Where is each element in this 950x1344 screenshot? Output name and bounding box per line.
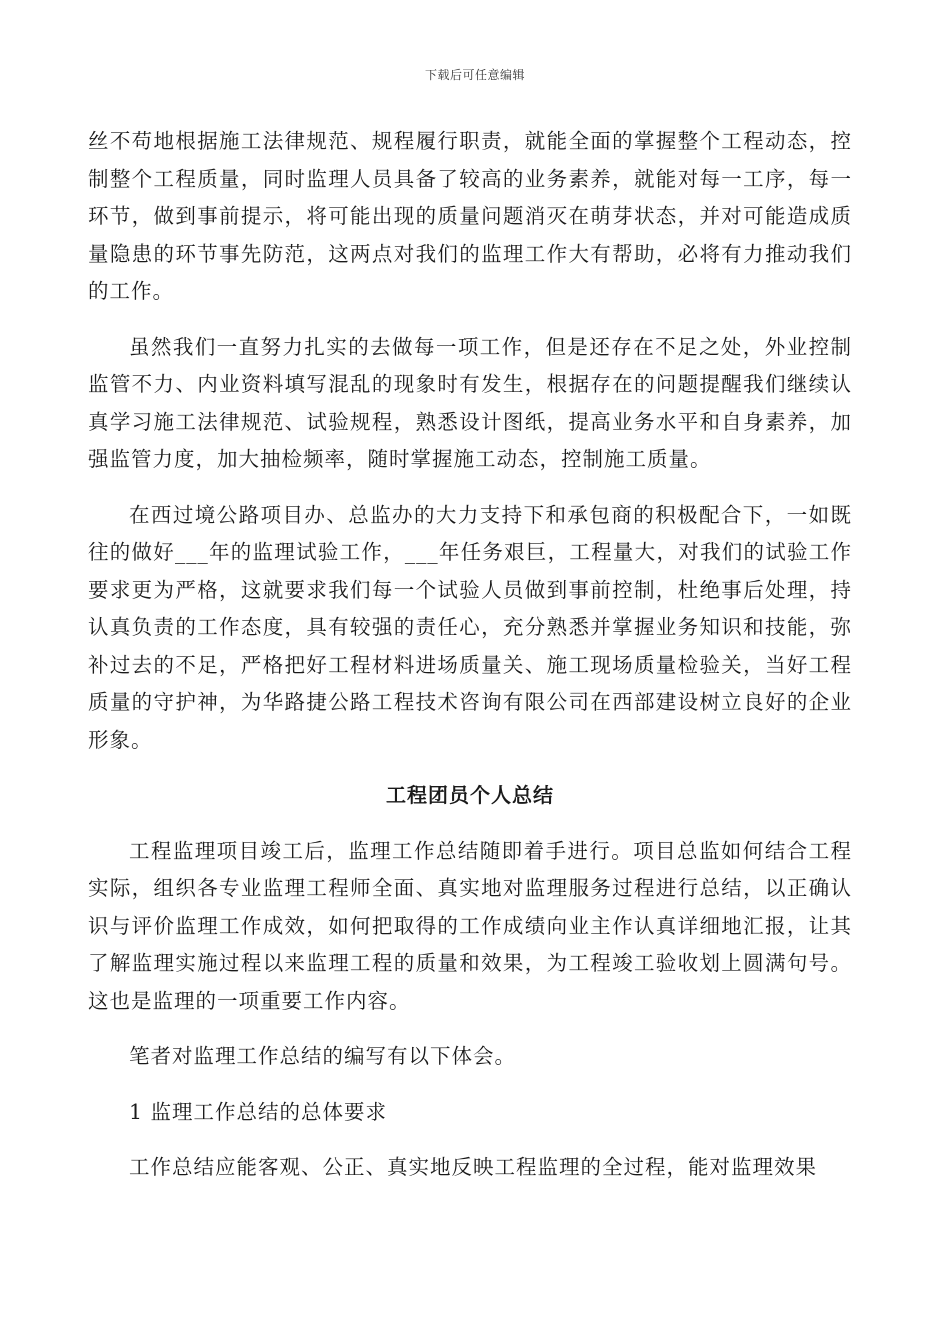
section-title: 工程团员个人总结: [386, 783, 554, 807]
paragraph-experience: 笔者对监理工作总结的编写有以下体会。: [129, 1044, 516, 1068]
paragraph-requirements: 工作总结应能客观、公正、真实地反映工程监理的全过程，能对监理效果: [129, 1155, 817, 1179]
header-note: 下载后可任意编辑: [424, 68, 525, 82]
paragraph-outlook: 在西过境公路项目办、总监办的大力支持下和承包商的积极配合下，一如既往的做好___年的监理试验工作，___年任务艰巨，工程量大，对我们的试验工作要求更为严格，这就要求我们每一个试验人员做到事前控制，杜绝事后处理，持认真负责的工作态度，具有较强的责任心，充分熟悉并掌握业务知识和技能，弥补过去的不足，严格把好工程材料进场质量关、施工现场质量检验关，当好工程质量的守护神，为华路捷公路工程技术咨询有限公司在西部建设树立良好的企业形象。: [88, 502, 852, 752]
subheading: 1 监理工作总结的总体要求: [129, 1099, 388, 1124]
document-body: [88, 123, 852, 1205]
paragraph-shortcomings: 虽然我们一直努力扎实的去做每一项工作，但是还存在不足之处，外业控制监管不力、内业资料填写混乱的现象时有发生，根据存在的问题提醒我们继续认真学习施工法律规范、试验规程，熟悉设计图纸，提高业务水平和自身素养，加强监管力度，加大抽检频率，随时掌握施工动态，控制施工质量。: [88, 334, 852, 471]
paragraph-continuation: 丝不苟地根据施工法律规范、规程履行职责，就能全面的掌握整个工程动态，控制整个工程质量，同时监理人员具备了较高的业务素养，就能对每一工序，每一环节，做到事前提示，将可能出现的质量问题消灭在萌芽状态，并对可能造成质量隐患的环节事先防范，这两点对我们的监理工作大有帮助，必将有力推动我们的工作。: [88, 129, 852, 303]
paragraph-intro: 工程监理项目竣工后，监理工作总结随即着手进行。项目总监如何结合工程实际，组织各专业监理工程师全面、真实地对监理服务过程进行总结，以正确认识与评价监理工作成效，如何把取得的工作成绩向业主作认真详细地汇报，让其了解监理实施过程以来监理工程的质量和效果，为工程竣工验收划上圆满句号。这也是监理的一项重要工作内容。: [88, 838, 852, 1013]
